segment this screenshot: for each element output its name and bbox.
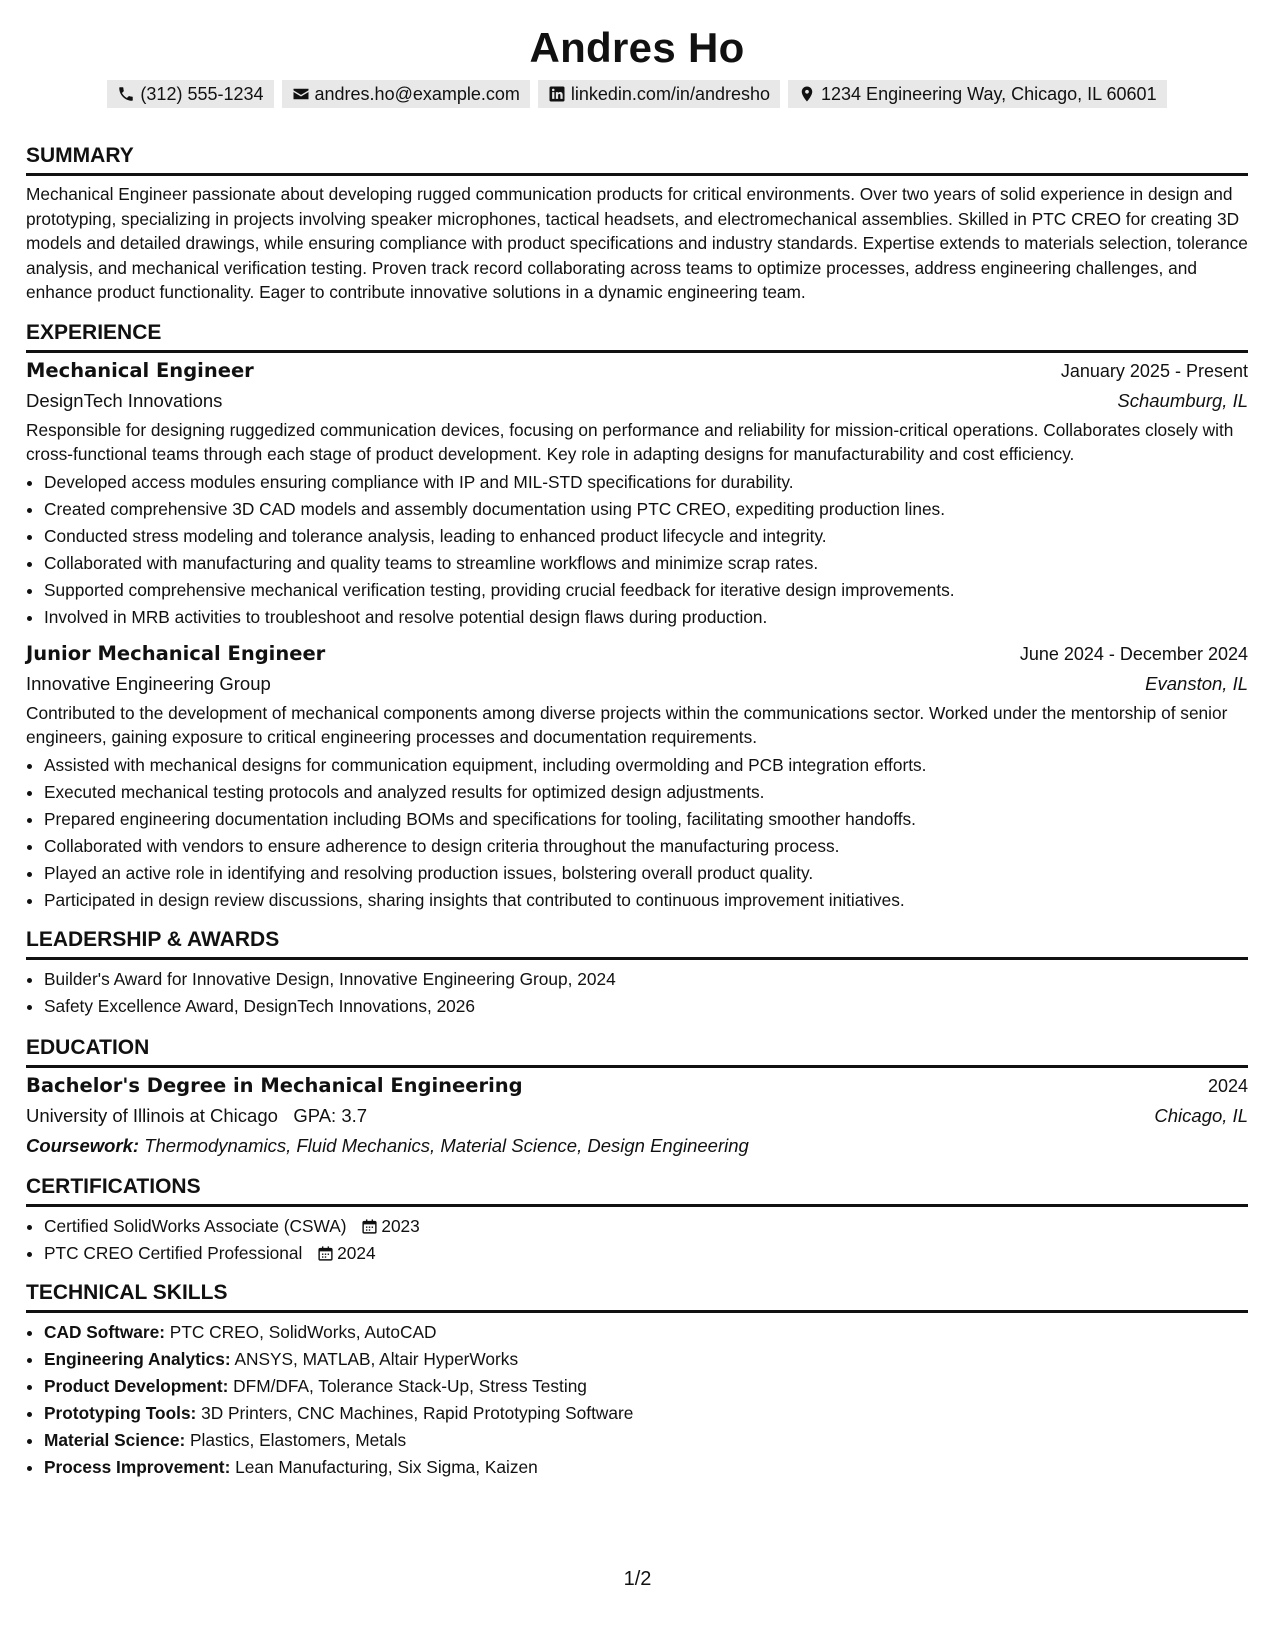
summary-text: Mechanical Engineer passionate about developing rugged communication products for critical environments. Over two years of solid experience in design and prototyping, specializing in projects involving speaker microphones, tactical headsets, and electromechanical assemblies. Skilled in PTC CREO for creating 3D models and detailed drawings, while ensuring compliance with product specifications and industry standards. Expertise extends to materials selection, tolerance analysis, and mechanical verification testing. Proven track record collaborating across teams to optimize processes, address engineering challenges, and enhance product functionality. Eager to contribute innovative solutions in a dynamic engineering team. <box>26 184 1248 302</box>
skill-label: Process Improvement: <box>44 1456 231 1477</box>
list-item: • Supported comprehensive mechanical verification testing, providing crucial feedback for iterative design improvements. <box>44 577 1248 604</box>
address-text: 1234 Engineering Way, Chicago, IL 60601 <box>821 84 1157 104</box>
calendar-icon <box>361 1218 378 1235</box>
job-description: Responsible for designing ruggedized communication devices, focusing on performance and reliability for mission-critical operations. Collaborates closely with cross-functional teams through each stage of product development. Key role in adapting designs for manufacturability and cost efficiency. <box>26 419 1234 464</box>
contact-phone[interactable] <box>107 80 273 108</box>
summary-section <box>26 144 1248 305</box>
job-dates: January 2025 - Present <box>1060 360 1248 381</box>
job-title: Junior Mechanical Engineer <box>26 641 326 665</box>
job-dates: June 2024 - December 2024 <box>1019 643 1248 664</box>
education-section <box>26 1036 1248 1161</box>
contact-email[interactable] <box>282 80 530 108</box>
skill-label: Material Science: <box>44 1429 186 1450</box>
job-title: Mechanical Engineer <box>26 358 254 382</box>
cert-year: 2024 <box>337 1242 376 1263</box>
job-location: Schaumburg, IL <box>1117 389 1248 411</box>
skills-list <box>26 1319 1248 1481</box>
map-pin-icon <box>798 85 816 103</box>
certifications-list <box>26 1213 1248 1267</box>
cert-name: Certified SolidWorks Associate (CSWA) <box>44 1215 347 1236</box>
list-item: • Created comprehensive 3D CAD models and assembly documentation using PTC CREO, expediting production lines. <box>44 496 1248 523</box>
linkedin-text: linkedin.com/in/andresho <box>570 84 771 104</box>
skill-label: Engineering Analytics: <box>44 1348 231 1369</box>
section-title-experience: EXPERIENCE <box>26 321 1248 353</box>
skill-value: DFM/DFA, Tolerance Stack-Up, Stress Testing <box>233 1375 587 1396</box>
school-name: University of Illinois at Chicago <box>26 1104 278 1126</box>
skill-value: Lean Manufacturing, Six Sigma, Kaizen <box>235 1456 538 1477</box>
list-item: • Played an active role in identifying and resolving production issues, bolstering overall product quality. <box>44 860 1248 887</box>
phone-text: (312) 555-1234 <box>140 84 264 104</box>
list-item <box>44 1400 1248 1427</box>
job-entry <box>26 356 1248 631</box>
awards-list <box>26 966 1248 1020</box>
candidate-name: Andres Ho <box>529 24 745 71</box>
cert-name: PTC CREO Certified Professional <box>44 1242 303 1263</box>
job-bullets <box>26 469 1248 631</box>
resume-page <box>26 0 1248 1481</box>
phone-icon <box>117 85 135 103</box>
coursework-label: Coursework: <box>26 1134 140 1156</box>
contact-linkedin[interactable] <box>538 80 780 108</box>
skill-value: ANSYS, MATLAB, Altair HyperWorks <box>234 1348 519 1369</box>
skill-label: Product Development: <box>44 1375 229 1396</box>
list-item: • Assisted with mechanical designs for communication equipment, including overmolding and PCB integration efforts. <box>44 752 1248 779</box>
list-item: • Collaborated with manufacturing and quality teams to streamline workflows and minimize scrap rates. <box>44 550 1248 577</box>
skill-value: Plastics, Elastomers, Metals <box>190 1429 407 1450</box>
list-item <box>44 1213 1248 1240</box>
experience-section <box>26 321 1248 914</box>
skill-label: Prototyping Tools: <box>44 1402 197 1423</box>
list-item: • Conducted stress modeling and tolerance analysis, leading to enhanced product lifecycle and integrity. <box>44 523 1248 550</box>
coursework <box>26 1131 1248 1161</box>
skill-label: CAD Software: <box>44 1321 165 1342</box>
envelope-icon <box>292 85 310 103</box>
job-entry <box>26 639 1248 914</box>
list-item <box>44 1346 1248 1373</box>
skills-section <box>26 1281 1248 1481</box>
awards-section <box>26 928 1248 1020</box>
job-bullets <box>26 752 1248 914</box>
list-item <box>44 1240 1248 1267</box>
section-title-certifications: CERTIFICATIONS <box>26 1175 1248 1207</box>
list-item: • Collaborated with vendors to ensure adherence to design criteria throughout the manufacturing process. <box>44 833 1248 860</box>
job-location: Evanston, IL <box>1145 672 1248 694</box>
list-item <box>44 1454 1248 1481</box>
section-title-summary: SUMMARY <box>26 144 1248 176</box>
list-item: • Builder's Award for Innovative Design, Innovative Engineering Group, 2024 <box>44 966 1248 993</box>
page-number: 1/2 <box>623 1568 652 1590</box>
coursework-list: Thermodynamics, Fluid Mechanics, Material Science, Design Engineering <box>144 1134 749 1156</box>
list-item <box>44 1427 1248 1454</box>
job-company: Innovative Engineering Group <box>26 672 271 694</box>
contact-address <box>788 80 1167 108</box>
email-text: andres.ho@example.com <box>314 84 520 104</box>
calendar-icon <box>317 1245 334 1262</box>
cert-year: 2023 <box>381 1215 420 1236</box>
list-item <box>44 1319 1248 1346</box>
contact-bar <box>26 80 1248 108</box>
section-title-awards: LEADERSHIP & AWARDS <box>26 928 1248 960</box>
list-item: • Safety Excellence Award, DesignTech Innovations, 2026 <box>44 993 1248 1020</box>
job-company: DesignTech Innovations <box>26 389 223 411</box>
certifications-section <box>26 1175 1248 1267</box>
list-item <box>44 1373 1248 1400</box>
list-item: • Prepared engineering documentation including BOMs and specifications for tooling, facilitating smoother handoffs. <box>44 806 1248 833</box>
school-location: Chicago, IL <box>1154 1104 1248 1126</box>
list-item: • Developed access modules ensuring compliance with IP and MIL-STD specifications for durability. <box>44 469 1248 496</box>
list-item: • Executed mechanical testing protocols and analyzed results for optimized design adjustments. <box>44 779 1248 806</box>
list-item: • Participated in design review discussions, sharing insights that contributed to continuous improvement initiatives. <box>44 887 1248 914</box>
section-title-skills: TECHNICAL SKILLS <box>26 1281 1248 1313</box>
degree-year: 2024 <box>1207 1075 1248 1096</box>
list-item: • Involved in MRB activities to troubleshoot and resolve potential design flaws during production. <box>44 604 1248 631</box>
section-title-education: EDUCATION <box>26 1036 1248 1068</box>
degree-title: Bachelor's Degree in Mechanical Engineering <box>26 1073 523 1097</box>
job-description: Contributed to the development of mechanical components among diverse projects within the communications sector. Worked under the mentorship of senior engineers, gaining exposure to critical engineering processes and documentation requirements. <box>26 702 1228 747</box>
linkedin-icon <box>548 85 566 103</box>
skill-value: PTC CREO, SolidWorks, AutoCAD <box>169 1321 437 1342</box>
skill-value: 3D Printers, CNC Machines, Rapid Prototyping Software <box>201 1402 634 1423</box>
gpa: GPA: 3.7 <box>293 1104 368 1126</box>
